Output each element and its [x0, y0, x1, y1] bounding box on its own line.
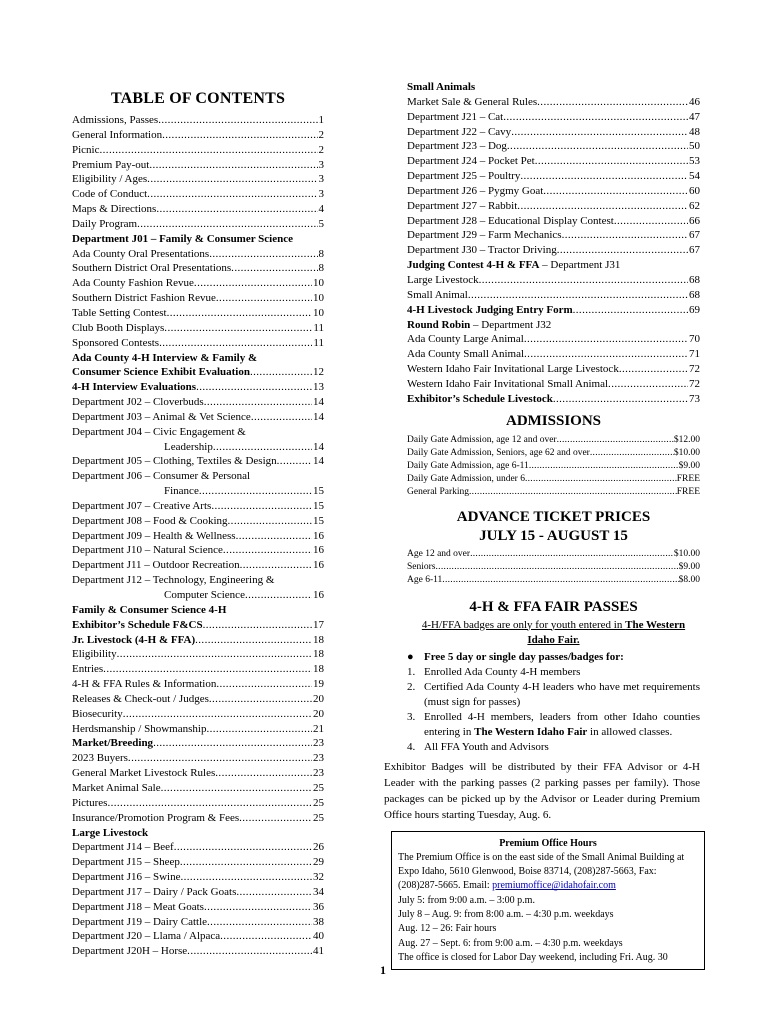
toc-entry: Ada County Small Animal ..... 71: [407, 347, 700, 362]
badges-paragraph: Exhibitor Badges will be distributed by their FFA Advisor or 4-H Leader with the parking passes (2 parking passes per family). Those packages can be picked up by the Advisor or Leader during Premium Office hours starting Tuesday, Aug. 6.: [384, 760, 700, 821]
list-item: 3. Enrolled 4-H members, leaders from other Idaho counties entering in The Western Idaho Fair in allowed classes.: [407, 710, 700, 738]
list-item: 4. All FFA Youth and Advisors: [407, 740, 549, 753]
toc-entry: Biosecurity ..... 20: [72, 707, 324, 722]
toc-entry: Ada County 4-H Interview & Family &: [72, 351, 258, 364]
passes-list: [407, 650, 700, 755]
toc-entry: Family & Consumer Science 4-H: [72, 603, 227, 616]
toc-column-left: [72, 88, 324, 959]
toc-entry: Finance ..... 15: [72, 484, 324, 499]
toc-entry: General Information ..... 2: [72, 128, 324, 143]
list-item: 1. Enrolled Ada County 4-H members: [407, 665, 581, 678]
small-animals-heading: Small Animals: [407, 81, 476, 93]
office-hours-line: Aug. 12 – 26: Fair hours: [398, 923, 497, 935]
office-hours-line: July 5: from 9:00 a.m. – 3:00 p.m.: [398, 894, 535, 906]
toc-entry: Department J19 – Dairy Cattle ..... 38: [72, 915, 324, 930]
price-row: Daily Gate Admission, under 6 ..... FREE: [407, 473, 700, 486]
toc-entry: Department J17 – Dairy / Pack Goats ..... 34: [72, 885, 324, 900]
office-title: Premium Office Hours: [499, 837, 597, 849]
toc-entry: Department J05 – Clothing, Textiles & Design ..... 14: [72, 454, 324, 469]
admissions-title: ADMISSIONS: [505, 412, 602, 429]
toc-entry: Southern District Fashion Revue ..... 10: [72, 291, 324, 306]
passes-subtitle: 4-H/FFA badges are only for youth entered in The Western Idaho Fair.: [421, 618, 686, 646]
toc-entry: Department J24 – Pocket Pet ..... 53: [407, 154, 700, 169]
toc-entry: Department J14 – Beef ..... 26: [72, 840, 324, 855]
toc-entry: Consumer Science Exhibit Evaluation ..... 12: [72, 365, 324, 380]
price-row: Daily Gate Admission, age 6-11 ..... $9.00: [407, 460, 700, 473]
judging-contest-heading: Judging Contest 4-H & FFA – Department J31: [407, 259, 621, 272]
toc-entry: Pictures ..... 25: [72, 796, 324, 811]
toc-continued: [384, 80, 700, 755]
toc-entry: Sponsored Contests ..... 11: [72, 336, 324, 351]
office-hours-line: July 8 – Aug. 9: from 8:00 a.m. – 4:30 p.m. weekdays: [398, 909, 614, 921]
toc-entry: Code of Conduct ..... 3: [72, 187, 324, 202]
toc-entry: Department J29 – Farm Mechanics ..... 67: [407, 228, 700, 243]
price-row: Daily Gate Admission, Seniors, age 62 and over ..... $10.00: [407, 447, 700, 460]
toc-entry: Leadership ..... 14: [72, 440, 324, 455]
toc-entry: Southern District Oral Presentations ..... 8: [72, 261, 324, 276]
toc-entry: Department J04 – Civic Engagement &: [72, 425, 246, 438]
toc-entry: Large Livestock ..... 68: [407, 273, 700, 288]
toc-entry: Admissions, Passes ..... 1: [72, 113, 324, 128]
passes-bullet: ● Free 5 day or single day passes/badges for:: [407, 650, 624, 663]
toc-entry: Herdsmanship / Showmanship ..... 21: [72, 722, 324, 737]
price-row: Age 12 and over ..... $10.00: [407, 548, 700, 561]
toc-entry: Department J15 – Sheep ..... 29: [72, 855, 324, 870]
toc-entry: Department J09 – Health & Wellness ..... 16: [72, 529, 324, 544]
toc-entry: Ada County Fashion Revue ..... 10: [72, 276, 324, 291]
office-hours-line: Aug. 27 – Sept. 6: from 9:00 a.m. – 4:30 p.m. weekdays: [398, 937, 623, 949]
toc-entry: Department J06 – Consumer & Personal: [72, 470, 251, 483]
toc-entry: Department J02 – Cloverbuds ..... 14: [72, 395, 324, 410]
toc-entry: Department J22 – Cavy ..... 48: [407, 125, 700, 140]
toc-entry: 4-H & FFA Rules & Information ..... 19: [72, 677, 324, 692]
toc-entry: Department J28 – Educational Display Contest ..... 66: [407, 214, 700, 229]
premium-office-box: [391, 831, 705, 971]
price-row: Daily Gate Admission, age 12 and over ..... $12.00: [407, 434, 700, 447]
round-robin-heading: Round Robin – Department J32: [407, 318, 552, 331]
passes-title: 4-H & FFA FAIR PASSES: [469, 598, 638, 615]
toc-entry: Department J07 – Creative Arts ..... 15: [72, 499, 324, 514]
toc-entry: 4-H Interview Evaluations ..... 13: [72, 380, 324, 395]
toc-entry: Insurance/Promotion Program & Fees ..... 25: [72, 811, 324, 826]
toc-entry: Department J10 – Natural Science ..... 16: [72, 543, 324, 558]
toc-entry: Jr. Livestock (4-H & FFA) ..... 18: [72, 633, 324, 648]
office-description: The Premium Office is on the east side of the Small Animal Building at Expo Idaho, 5610 Glenwood, Boise 83714, (208)287-5663, Fax: (208)287-5665. Email: premiumoffice@idahofair.com: [398, 851, 685, 892]
toc-entry: Western Idaho Fair Invitational Large Livestock ..... 72: [407, 362, 700, 377]
toc-entry: Department J26 – Pygmy Goat ..... 60: [407, 184, 700, 199]
toc-entry: Department J11 – Outdoor Recreation ..... 16: [72, 558, 324, 573]
toc-entry: Department J21 – Cat ..... 47: [407, 110, 700, 125]
price-row: Seniors ..... $9.00: [407, 561, 700, 574]
toc-entry: General Market Livestock Rules ..... 23: [72, 766, 324, 781]
right-column: [384, 80, 700, 970]
toc-entry: Department J30 – Tractor Driving ..... 67: [407, 243, 700, 258]
toc-list: [72, 113, 324, 959]
toc-entry: Picnic ..... 2: [72, 143, 324, 158]
toc-entry: 4-H Livestock Judging Entry Form ..... 69: [407, 303, 700, 318]
toc-entry: Small Animal ..... 68: [407, 288, 700, 303]
toc-entry: Department J23 – Dog ..... 50: [407, 139, 700, 154]
toc-entry: Exhibitor’s Schedule Livestock ..... 73: [407, 392, 700, 407]
toc-title: TABLE OF CONTENTS: [110, 90, 286, 107]
toc-entry: 2023 Buyers ..... 23: [72, 751, 324, 766]
office-hours-line: The office is closed for Labor Day weekend, including Fri. Aug. 30: [398, 951, 668, 963]
toc-entry: Department J16 – Swine ..... 32: [72, 870, 324, 885]
toc-entry: Department J01 – Family & Consumer Science: [72, 232, 293, 245]
toc-entry: Department J18 – Meat Goats ..... 36: [72, 900, 324, 915]
toc-entry: Eligibility / Ages ..... 3: [72, 172, 324, 187]
office-email-link[interactable]: premiumoffice@idahofair.com: [492, 880, 616, 892]
toc-entry: Department J03 – Animal & Vet Science ..... 14: [72, 410, 324, 425]
toc-entry: Western Idaho Fair Invitational Small Animal ..... 72: [407, 377, 700, 392]
advance-title: ADVANCE TICKET PRICES JULY 15 - AUGUST 15: [456, 508, 651, 544]
price-row: General Parking ..... FREE: [407, 486, 700, 499]
toc-entry: Department J20 – Llama / Alpaca ..... 40: [72, 929, 324, 944]
list-item: 2. Certified Ada County 4-H leaders who have met requirements (must sign for passes): [407, 680, 700, 708]
toc-entry: Department J25 – Poultry ..... 54: [407, 169, 700, 184]
toc-entry: Daily Program ..... 5: [72, 217, 324, 232]
toc-entry: Club Booth Displays ..... 11: [72, 321, 324, 336]
price-row: Age 6-11 ..... $8.00: [407, 574, 700, 587]
toc-entry: Eligibility ..... 18: [72, 647, 324, 662]
admissions-list: [407, 434, 700, 499]
page-number: 1: [380, 963, 386, 977]
advance-list: [407, 548, 700, 587]
toc-entry: Department J12 – Technology, Engineering &: [72, 574, 275, 587]
toc-entry: Market/Breeding ..... 23: [72, 736, 324, 751]
toc-entry: Market Sale & General Rules ..... 46: [407, 95, 700, 110]
toc-entry: Department J27 – Rabbit ..... 62: [407, 199, 700, 214]
toc-entry: Table Setting Contest ..... 10: [72, 306, 324, 321]
toc-entry: Computer Science ..... 16: [72, 588, 324, 603]
toc-entry: Maps & Directions ..... 4: [72, 202, 324, 217]
toc-entry: Market Animal Sale ..... 25: [72, 781, 324, 796]
toc-entry: Ada County Large Animal ..... 70: [407, 332, 700, 347]
toc-entry: Premium Pay-out ..... 3: [72, 158, 324, 173]
toc-entry: Ada County Oral Presentations ..... 8: [72, 247, 324, 262]
toc-entry: Department J20H – Horse ..... 41: [72, 944, 324, 959]
toc-entry: Releases & Check-out / Judges ..... 20: [72, 692, 324, 707]
toc-entry: Entries ..... 18: [72, 662, 324, 677]
toc-entry: Department J08 – Food & Cooking ..... 15: [72, 514, 324, 529]
toc-entry: Large Livestock: [72, 826, 149, 839]
toc-entry: Exhibitor’s Schedule F&CS ..... 17: [72, 618, 324, 633]
